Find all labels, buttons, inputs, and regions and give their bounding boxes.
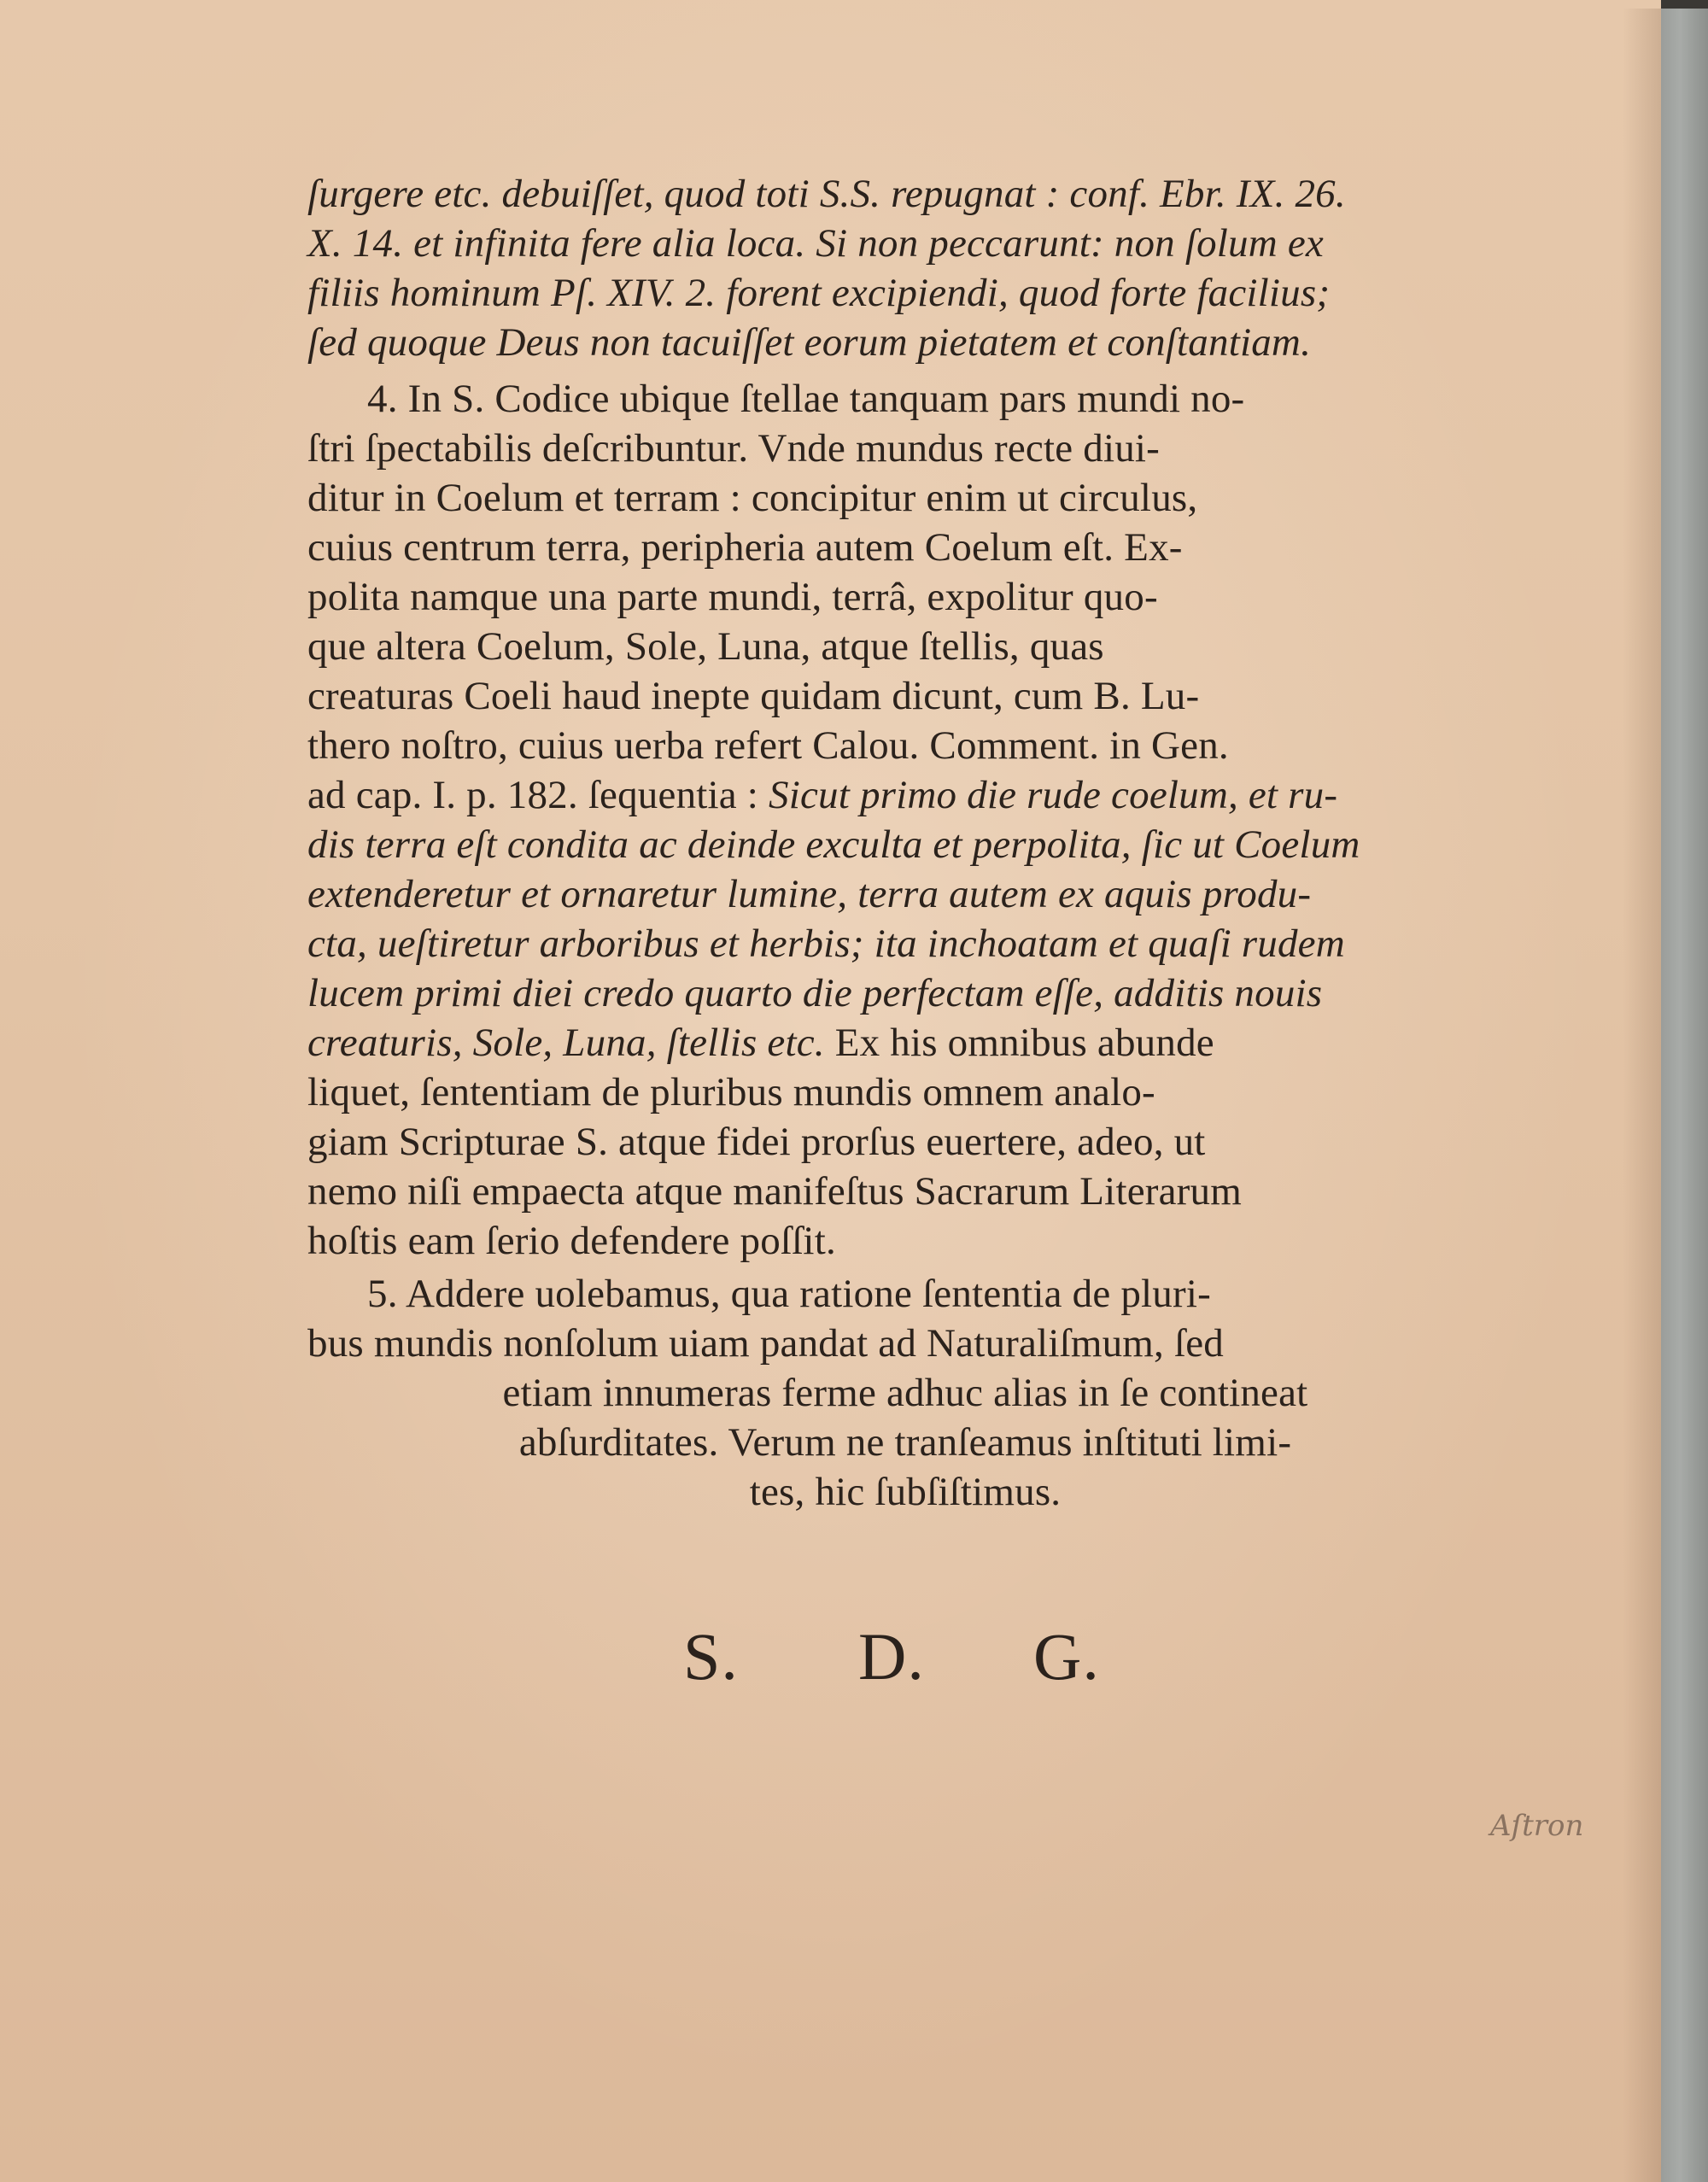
text-line: ſed quoque Deus non tacuiſſet eorum pietatem et conſtantiam. — [307, 320, 1312, 365]
paragraph-4-first-line: 4. In S. Codice ubique ſtellae tanquam pars mundi no- — [367, 377, 1245, 421]
text-line — [307, 1020, 1214, 1066]
quotation-start: Sicut primo die rude coelum, et ru- — [769, 773, 1338, 817]
text-line: liquet, ſententiam de pluribus mundis omnem analo- — [307, 1070, 1155, 1114]
text-line: abſurditates. Verum ne tranſeamus inſtituti limi- — [518, 1420, 1292, 1465]
text-line: cuius centrum terra, peripheria autem Coelum eſt. Ex- — [307, 525, 1183, 570]
text-line: giam Scripturae S. atque fidei prorſus euertere, adeo, ut — [307, 1120, 1206, 1164]
text-line: hoſtis eam ſerio defendere poſſit. — [307, 1219, 836, 1263]
text-line: thero noſtro, cuius uerba refert Calou. Comment. in Gen. — [307, 723, 1229, 768]
closing-sdg — [683, 1618, 1208, 1695]
page-edge-shadow — [1623, 9, 1661, 2182]
closing-d: D. — [858, 1619, 925, 1694]
text-line: etiam innumeras ferme adhuc alias in ſe contineat — [502, 1371, 1308, 1415]
text-line: polita namque una parte mundi, terrâ, expolitur quo- — [307, 575, 1158, 619]
quotation-end: creaturis, Sole, Luna, ſtellis etc. — [307, 1021, 825, 1065]
text-line: tes, hic ſubſiſtimus. — [749, 1470, 1062, 1514]
text-line: que altera Coelum, Sole, Luna, atque ſtellis, quas — [307, 624, 1104, 669]
closing-g: G. — [1033, 1619, 1100, 1694]
quotation-line: lucem primi diei credo quarto die perfectam eſſe, additis nouis — [307, 971, 1323, 1015]
quotation-line: dis terra eſt condita ac deinde exculta et perpolita, ſic ut Coelum — [307, 822, 1360, 867]
citation-text: ad cap. I. p. 182. ſequentia : — [307, 773, 759, 817]
paragraph-5-first-line: 5. Addere uolebamus, qua ratione ſententia de pluri- — [367, 1272, 1211, 1316]
scan-right-border — [1661, 9, 1708, 2182]
text-line: ditur in Coelum et terram : concipitur enim ut circulus, — [307, 476, 1198, 520]
text-line: X. 14. et infinita fere alia loca. Si non peccarunt: non ſolum ex — [307, 221, 1324, 266]
text-line: ſurgere etc. debuiſſet, quod toti S.S. repugnat : conf. Ebr. IX. 26. — [307, 172, 1346, 216]
text-line: ſtri ſpectabilis deſcribuntur. Vnde mundus recte diui- — [307, 426, 1161, 471]
closing-s: S. — [683, 1619, 739, 1694]
text-line: bus mundis nonſolum uiam pandat ad Naturaliſmum, ſed — [307, 1321, 1224, 1366]
text-line: creaturas Coeli haud inepte quidam dicunt, cum B. Lu- — [307, 674, 1200, 718]
text-resume: Ex his omnibus abunde — [834, 1021, 1214, 1065]
handwritten-signature: Aſtron — [1490, 1809, 1584, 1843]
text-line: nemo niſi empaecta atque manifeſtus Sacrarum Literarum — [307, 1169, 1242, 1214]
quotation-line: extenderetur et ornaretur lumine, terra autem ex aquis produ- — [307, 872, 1312, 916]
text-line: filiis hominum Pſ. XIV. 2. forent excipiendi, quod forte facilius; — [307, 271, 1331, 315]
quotation-line: cta, ueſtiretur arboribus et herbis; ita inchoatam et quaſi rudem — [307, 921, 1345, 966]
text-line — [307, 772, 1337, 818]
